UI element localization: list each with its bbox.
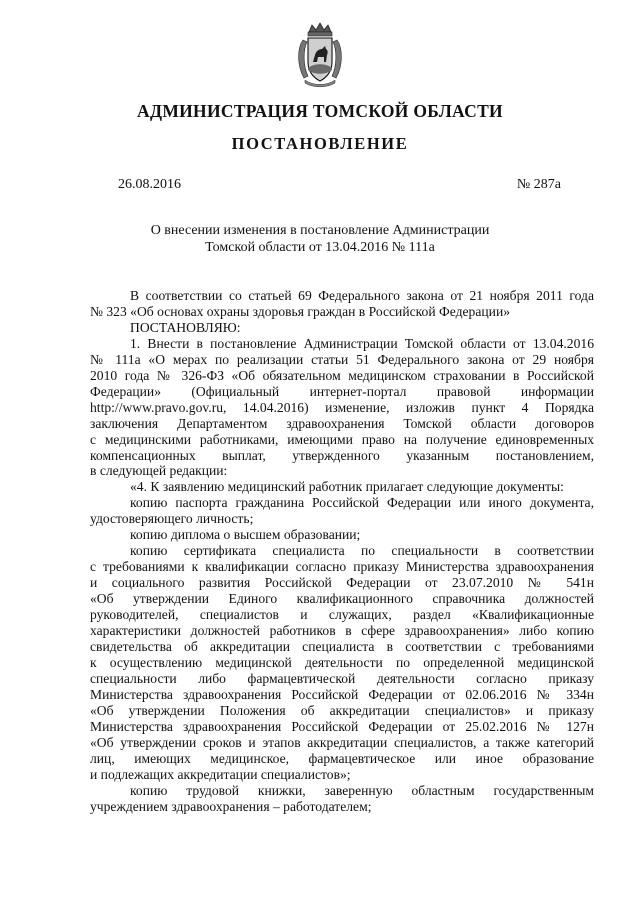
body-line: с требованиями к квалификации согласно приказу Министерства здравоохранения [90, 559, 594, 575]
body-line: и социального развития Российской Федерации от 23.07.2010 № 541н [90, 575, 594, 591]
body-line: и подлежащих аккредитации специалистов»; [90, 766, 351, 782]
body-line: 1. Внести в постановление Администрации Томской области от 13.04.2016 [130, 335, 594, 351]
body-line: № 323 «Об основах охраны здоровья граждан в Российской Федерации» [90, 303, 511, 319]
body-line: копию сертификата специалиста по специальности в соответствии [130, 543, 594, 559]
body-line: Министерства здравоохранения Российской Федерации от 25.02.2016 № 127н [90, 718, 594, 734]
document-subject [0, 222, 640, 256]
body-line: Федерации» (Официальный интернет-портал правовой информации [90, 383, 594, 399]
body-line: копию трудовой книжки, заверенную областным государственным [130, 782, 594, 798]
organization-title: АДМИНИСТРАЦИЯ ТОМСКОЙ ОБЛАСТИ [137, 101, 503, 121]
body-line: руководителей, специалистов и служащих, раздел «Квалификационные [90, 607, 594, 623]
body-line: к осуществлению медицинской деятельности по определенной медицинской [90, 654, 594, 670]
body-line: «Об утверждении Положения об аккредитации специалистов» и приказу [90, 702, 594, 718]
body-line: учреждением здравоохранения – работодателем; [90, 798, 372, 814]
body-line: «Об утверждении Единого квалификационного справочника должностей [90, 591, 594, 607]
coat-of-arms-icon [295, 22, 345, 88]
body-line: компенсационных выплат, утвержденного указанным постановлением, [90, 447, 594, 463]
body-line: копию диплома о высшем образовании; [130, 527, 361, 543]
body-line: «4. К заявлению медицинский работник прилагает следующие документы: [130, 479, 564, 495]
body-line: с медицинскими работниками, имеющими право на получение единовременных [90, 431, 594, 447]
document-type-title: ПОСТАНОВЛЕНИЕ [231, 134, 409, 153]
body-line: ПОСТАНОВЛЯЮ: [130, 319, 241, 335]
body-line: http://www.pravo.gov.ru, 14.04.2016) изменение, изложив пункт 4 Порядка [90, 399, 594, 415]
body-line: заключения Департаментом здравоохранения Томской области договоров [90, 415, 594, 431]
body-line: удостоверяющего личность; [90, 511, 254, 527]
body-line: 2010 года № 326-ФЗ «Об обязательном медицинском страховании в Российской [90, 367, 594, 383]
body-line: в следующей редакции: [90, 463, 228, 479]
document-date: 26.08.2016 [118, 177, 181, 192]
body-line: характеристики должностей работников в сфере здравоохранения» либо копию [90, 623, 594, 639]
body-line: копию паспорта гражданина Российской Федерации или иного документа, [130, 495, 594, 511]
body-line: специальности либо фармацевтической деятельности согласно приказу [90, 670, 594, 686]
body-line: свидетельства об аккредитации специалиста в соответствии с требованиями [90, 638, 594, 654]
document-number: № 287а [516, 177, 561, 192]
body-line: Министерства здравоохранения Российской Федерации от 02.06.2016 № 334н [90, 686, 594, 702]
subject-line: О внесении изменения в постановление Администрации [150, 223, 490, 238]
subject-line: Томской области от 13.04.2016 № 111а [205, 240, 435, 255]
body-line: № 111а «О мерах по реализации статьи 51 Федерального закона от 29 ноября [90, 351, 594, 367]
document-body [90, 288, 594, 814]
body-line: «Об утверждении сроков и этапов аккредитации специалистов, а также категорий [90, 734, 594, 750]
body-line: лиц, имеющих медицинское, фармацевтическое или иное образование [90, 750, 594, 766]
body-line: В соответствии со статьей 69 Федерального закона от 21 ноября 2011 года [130, 288, 594, 303]
